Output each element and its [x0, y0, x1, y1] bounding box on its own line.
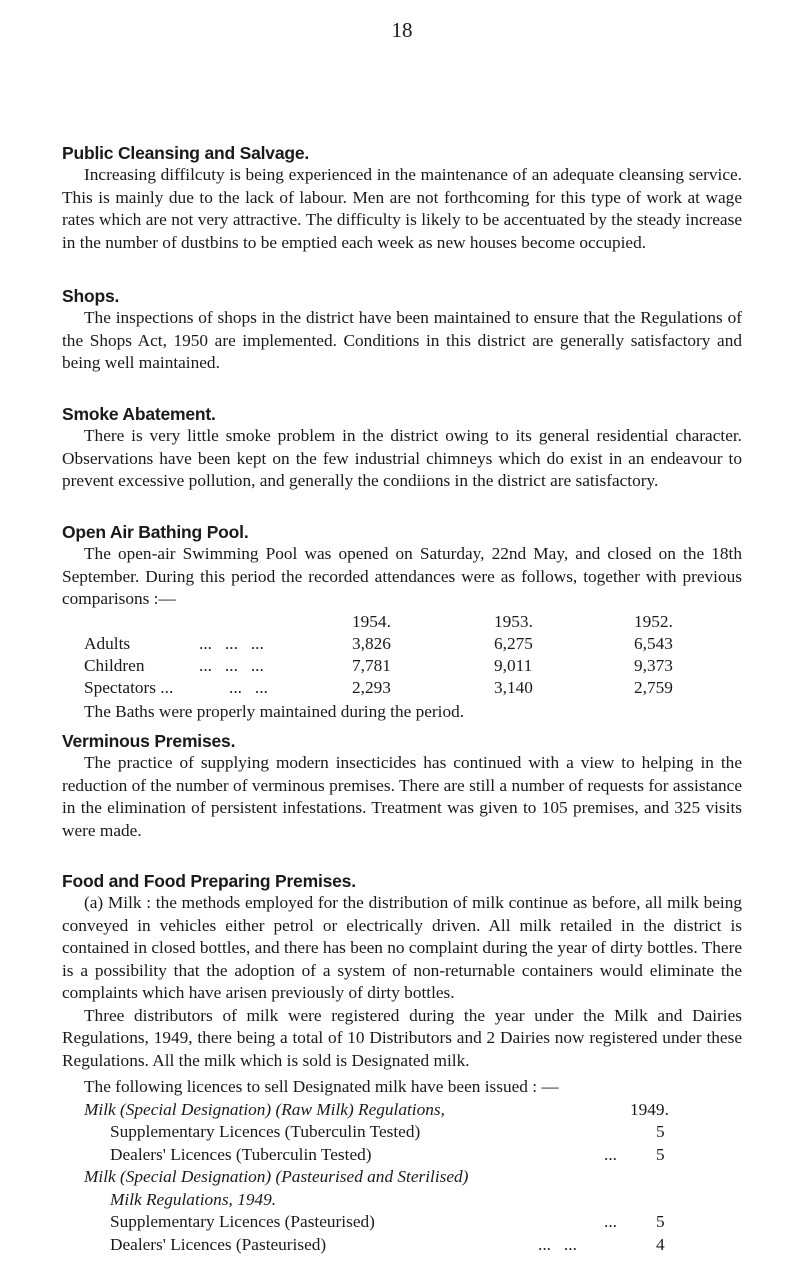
table-row — [62, 655, 742, 677]
table-row — [62, 633, 742, 655]
cell-value: 7,781 — [352, 655, 391, 675]
licence-heading-pasteurised-line2: Milk Regulations, 1949. — [110, 1189, 277, 1209]
licence-item: Supplementary Licences (Tuberculin Tested) 5 — [110, 1122, 665, 1141]
paragraph-baths-maintained: The Baths were properly maintained during the period. — [84, 701, 465, 721]
cell-value: 2,759 — [634, 677, 673, 697]
cell-value: 6,275 — [494, 633, 533, 653]
row-label: Children ... ... ... — [84, 655, 264, 675]
paragraph-licences-intro: The following licences to sell Designated milk have been issued : — — [84, 1077, 559, 1096]
paragraph-verminous-premises: The practice of supplying modern insecticides has continued with a view to helping in the reduction of the number of verminous premises. There are still a number of requests for assistance in the elimination of persistent infestations. Treatment was given to 105 premises, and 325 visits were made. — [62, 753, 742, 840]
heading-food-premises: Food and Food Preparing Premises. — [62, 871, 356, 891]
cell-value: 9,373 — [634, 655, 673, 675]
table-row — [62, 677, 742, 699]
cell-value: 2,293 — [352, 677, 391, 697]
section-bathing-pool — [62, 521, 742, 723]
licence-heading-raw: Milk (Special Designation) (Raw Milk) Regulations, 1949. — [84, 1099, 669, 1119]
paragraph-smoke-abatement: There is very little smoke problem in the district owing to its general residential character. Observations have been kept on the few industrial chimneys which do exist in an endeavour to prevent excessive pollution, and generally the condiions in the district are satisfactory. — [62, 426, 742, 490]
licence-item: Dealers' Licences (Tuberculin Tested) ... 5 — [110, 1144, 665, 1164]
licence-heading-pasteurised: Milk (Special Designation) (Pasteurised and Sterilised) — [84, 1167, 469, 1186]
year-header: 1953. — [494, 611, 533, 631]
section-public-cleansing — [62, 142, 742, 254]
section-verminous-premises — [62, 730, 742, 842]
heading-shops: Shops. — [62, 286, 120, 306]
heading-verminous-premises: Verminous Premises. — [62, 731, 236, 751]
cell-value: 3,140 — [494, 677, 533, 697]
paragraph-bathing-pool: The open-air Swimming Pool was opened on Saturday, 22nd May, and closed on the 18th September. During this period the recorded attendances were as follows, together with previous comparisons :— — [62, 544, 742, 608]
cell-value: 3,826 — [352, 633, 391, 653]
licence-item: Supplementary Licences (Pasteurised) ... 5 — [110, 1212, 665, 1231]
heading-bathing-pool: Open Air Bathing Pool. — [62, 522, 249, 542]
paragraph-milk-distribution: (a) Milk : the methods employed for the distribution of milk continue as before, all milk being conveyed in vehicles either petrol or electrically driven. All milk retailed in the district is contained in closed bottles, and there has been no complaint during the year of dirty bottles. There is a possibility that the adoption of a system of non-returnable containers would eliminate the complaints which have arisen previously of dirty bottles. — [62, 893, 742, 1002]
section-smoke-abatement — [62, 403, 742, 493]
cell-value: 6,543 — [634, 633, 673, 653]
licence-item: Dealers' Licences (Pasteurised) ... ... 4 — [110, 1234, 665, 1254]
paragraph-shops: The inspections of shops in the district have been maintained to ensure that the Regulations of the Shops Act, 1950 are implemented. Conditions in this district are generally satisfactory and being well maintained. — [62, 308, 742, 372]
paragraph-public-cleansing: Increasing diffilcuty is being experienced in the maintenance of an adequate cleansing service. This is mainly due to the lack of labour. Men are not forthcoming for this type of work at wage rates which are not very attractive. The difficulty is likely to be accentuated by the steady increase in the number of dustbins to be emptied each week as new houses become occupied. — [62, 165, 742, 252]
page-number: 18 — [391, 18, 413, 42]
section-food-premises — [62, 870, 742, 1256]
year-header: 1954. — [352, 611, 391, 631]
attendance-table — [62, 611, 742, 701]
row-label: Adults ... ... ... — [84, 633, 264, 653]
heading-smoke-abatement: Smoke Abatement. — [62, 404, 216, 424]
table-header-row — [62, 611, 742, 633]
year-header: 1952. — [634, 611, 673, 631]
row-label: Spectators ... ... ... — [84, 677, 268, 697]
cell-value: 9,011 — [494, 655, 533, 675]
section-shops — [62, 285, 742, 375]
heading-public-cleansing: Public Cleansing and Salvage. — [62, 143, 310, 163]
paragraph-milk-distributors: Three distributors of milk were registered during the year under the Milk and Dairies Regulations, 1949, there being a total of 10 Distributors and 2 Dairies now registered under these Regulations. All the milk which is sold is Designated milk. — [62, 1005, 742, 1070]
